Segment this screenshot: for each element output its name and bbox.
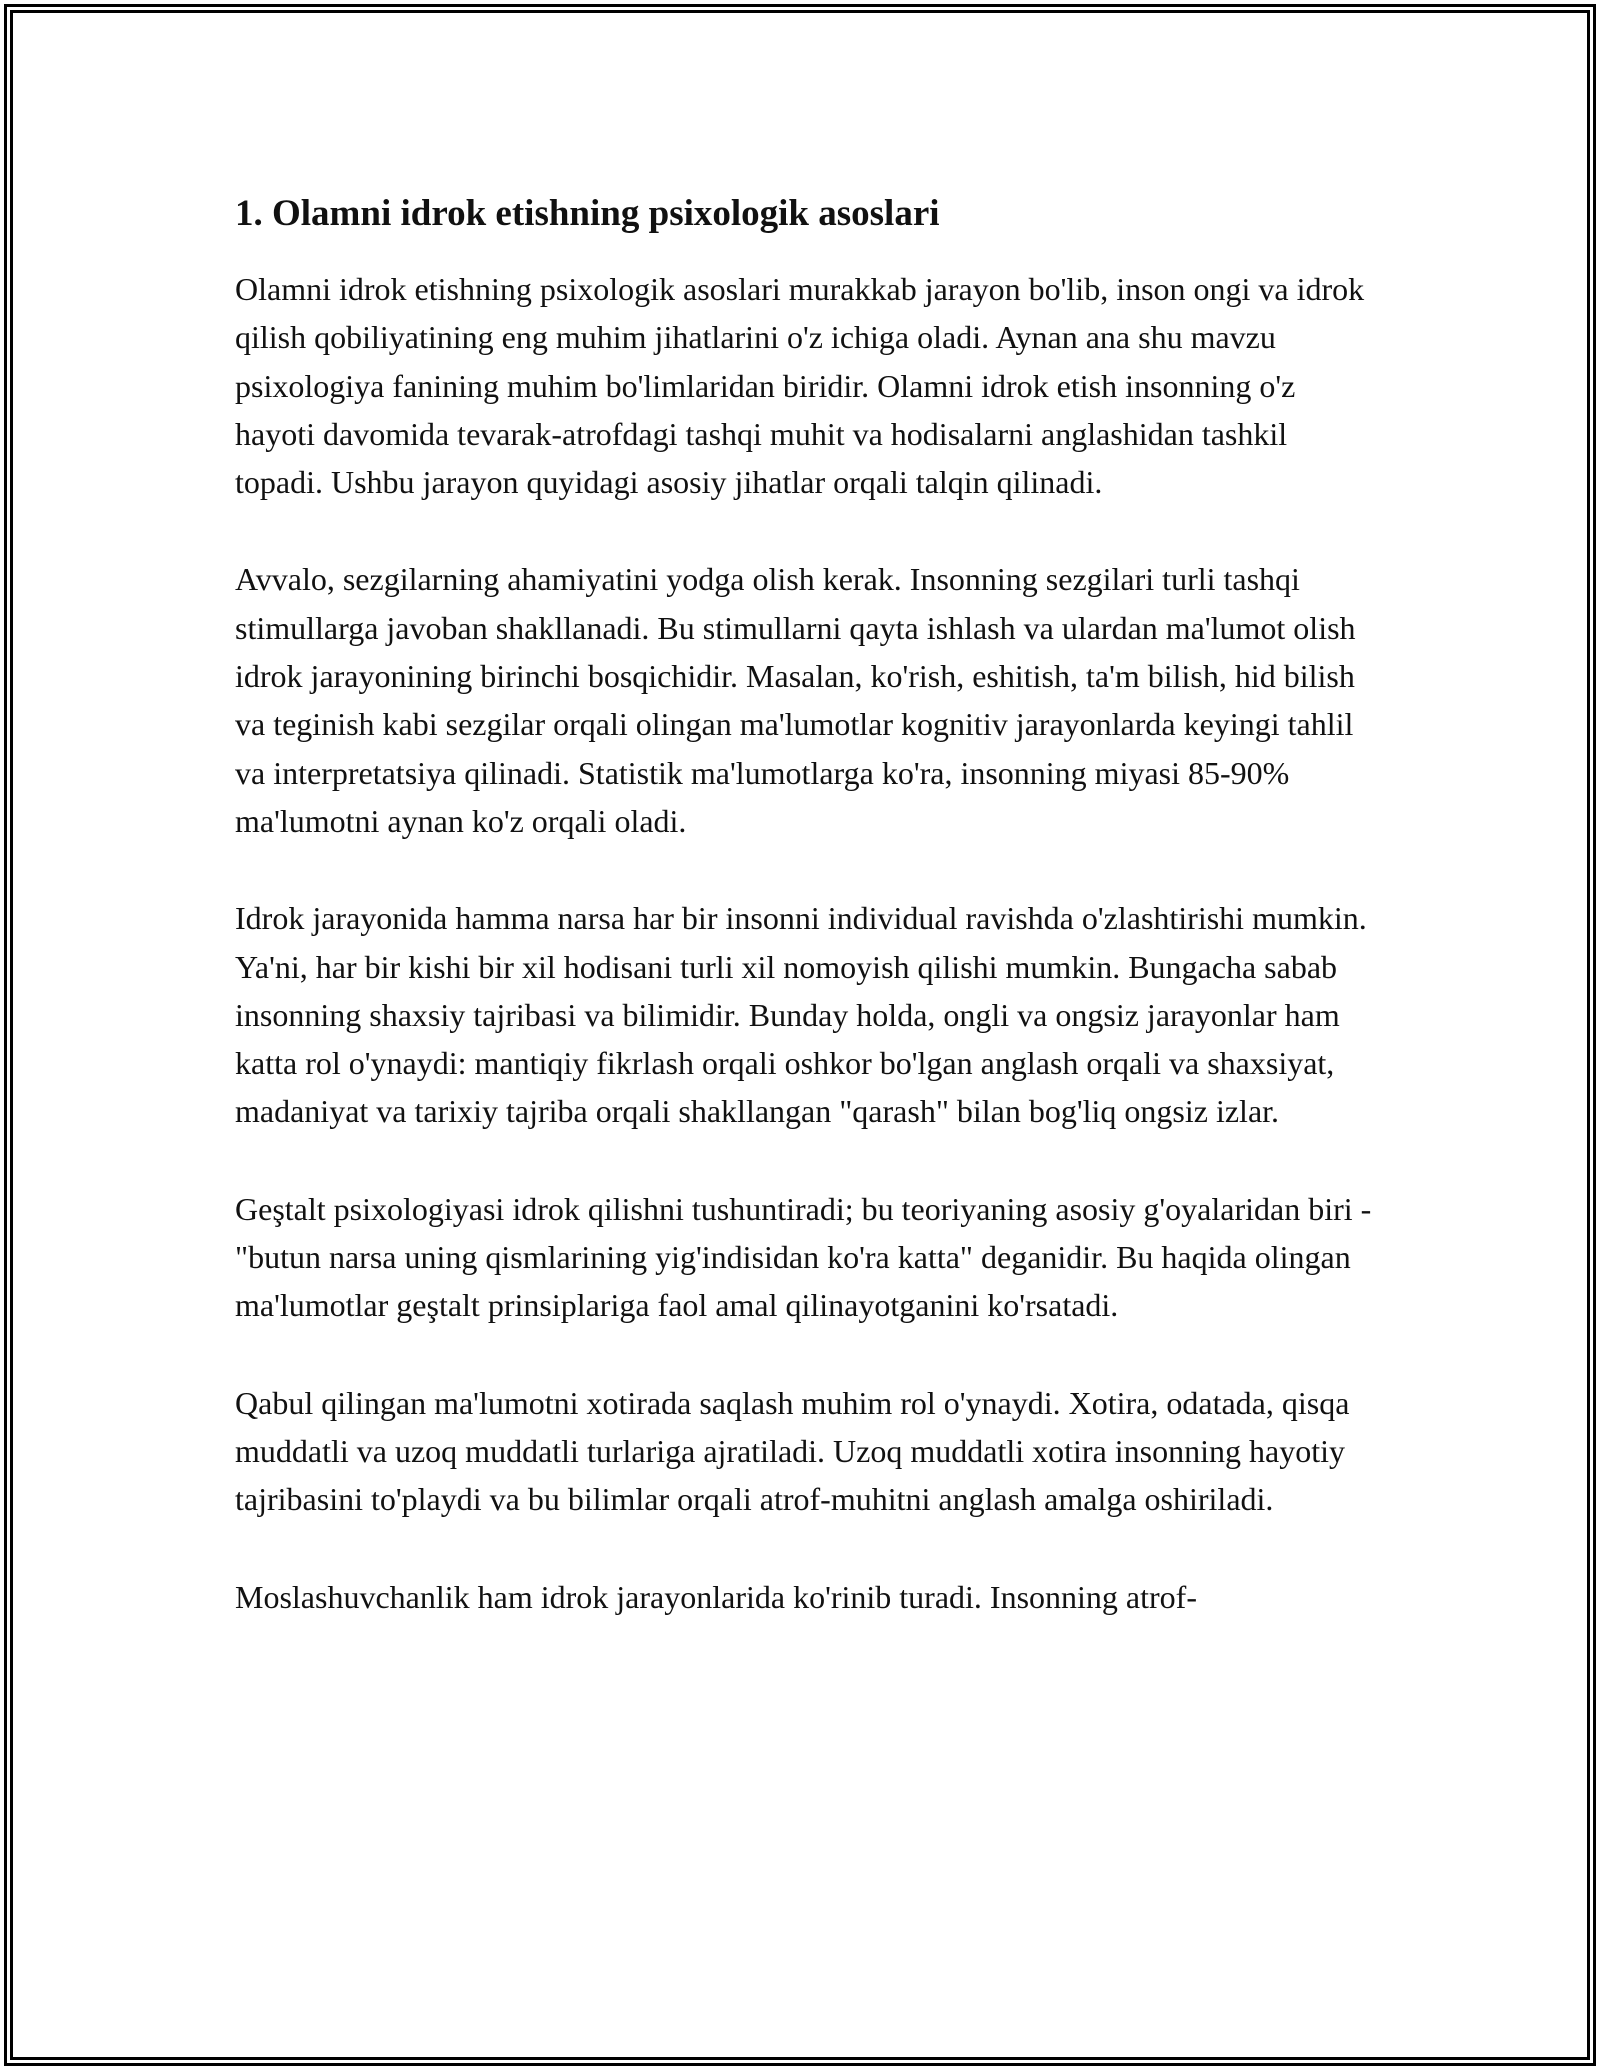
paragraph-6: Moslashuvchanlik ham idrok jarayonlarida ko'rinib turadi. Insonning atrof- xyxy=(235,1578,1197,1615)
paragraph-5: Qabul qilingan ma'lumotni xotirada saqlash muhim rol o'ynaydi. Xotira, odatada, qisqa muddatli va uzoq muddatli turlariga ajratiladi. Uzoq muddatli xotira insonning hayotiy tajribasini to'playdi va bu bilimlar orqali atrof-muhitni anglash amalga oshiriladi. xyxy=(235,1384,1350,1518)
paragraph-1: Olamni idrok etishning psixologik asoslari murakkab jarayon bo'lib, inson ongi va idrok qilish qobiliyatining eng muhim jihatlarini o'z ichiga oladi. Aynan ana shu mavzu psixologiya fanining muhim bo'limlaridan biridir. Olamni idrok etish insonning o'z hayoti davomida tevarak-atrofdagi tashqi muhit va hodisalarni anglashidan tashkil topadi. Ushbu jarayon quyidagi asosiy jihatlar orqali talqin qilinadi. xyxy=(235,271,1365,501)
paragraph-2: Avvalo, sezgilarning ahamiyatini yodga olish kerak. Insonning sezgilari turli tashqi stimullarga javoban shakllanadi. Bu stimullarni qayta ishlash va ulardan ma'lumot olish idrok jarayonining birinchi bosqichidir. Masalan, ko'rish, eshitish, ta'm bilish, hid bilish va teginish kabi sezgilar orqali olingan ma'lumotlar kognitiv jarayonlarda keyingi tahlil va interpretatsiya qilinadi. Statistik ma'lumotlarga ko'ra, insonning miyasi 85-90% ma'lumotni aynan ko'z orqali oladi. xyxy=(235,561,1356,839)
document-body xyxy=(235,185,1375,1670)
paragraph-3: Idrok jarayonida hamma narsa har bir insonni individual ravishda o'zlashtirishi mumkin. Ya'ni, har bir kishi bir xil hodisani turli xil nomoyish qilishi mumkin. Bungacha sabab insonning shaxsiy tajribasi va bilimidir. Bunday holda, ongli va ongsiz jarayonlar ham katta rol o'ynaydi: mantiqiy fikrlash orqali oshkor bo'lgan anglash orqali va shaxsiyat, madaniyat va tarixiy tajriba orqali shakllangan "qarash" bilan bog'liq ongsiz izlar. xyxy=(235,900,1367,1130)
paragraph-4: Geştalt psixologiyasi idrok qilishni tushuntiradi; bu teoriyaning asosiy g'oyalaridan biri - "butun narsa uning qismlarining yig'indisidan ko'ra katta" deganidir. Bu haqida olingan ma'lumotlar geştalt prinsiplariga faol amal qilinayotganini ko'rsatadi. xyxy=(235,1190,1372,1324)
section-heading: 1. Olamni idrok etishning psixologik asoslari xyxy=(235,193,940,234)
